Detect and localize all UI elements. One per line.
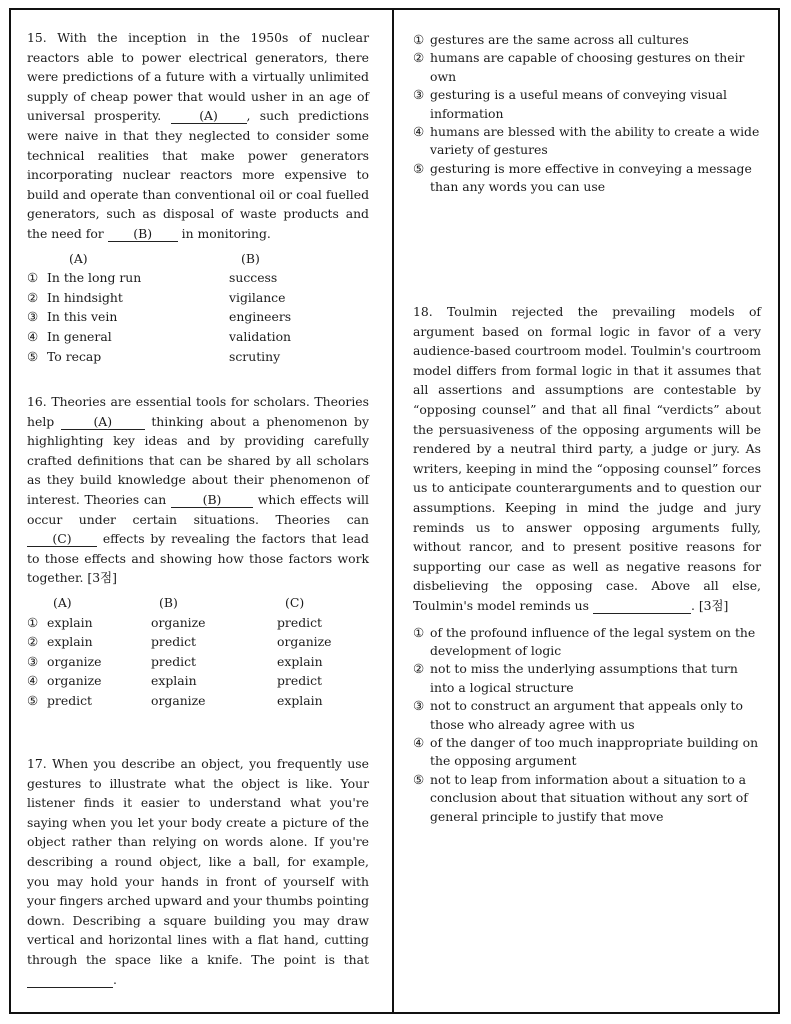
choice-text: not to leap from information about a situation to a conclusion about that situation without any sort of general principle to justify that move	[430, 771, 748, 824]
q15-blank-b-label: (B)	[133, 225, 153, 241]
option-c: predict	[277, 614, 323, 630]
choice-number: ②	[413, 50, 425, 66]
option-b: success	[229, 270, 278, 286]
option-number: ⑤	[27, 348, 39, 364]
option-number: ③	[27, 309, 39, 325]
q15-option-5[interactable]	[27, 349, 291, 369]
q17-stem	[27, 754, 369, 989]
option-a: In the long run	[47, 270, 142, 286]
option-b: engineers	[229, 309, 292, 325]
choice-number: ①	[413, 624, 425, 640]
option-b: vigilance	[229, 289, 286, 305]
choice-number: ⑤	[413, 771, 425, 787]
choice-number: ③	[413, 698, 425, 714]
question-18	[413, 302, 761, 826]
q17-blank	[27, 973, 113, 988]
choice-text: not to miss the underlying assumptions that turn into a logical structure	[430, 661, 738, 695]
q16-blank-b	[171, 493, 253, 508]
q15-text-2: , such predictions were naive in that they neglected to consider some technical realities that make power generators incorporating nuclear reactors more expensive to build and operate than conventional oil or coal fuelled generators, such as disposal of waste products and the need for	[27, 108, 369, 241]
q18-text: 18. Toulmin rejected the prevailing models of argument based on formal logic in favor of a very audience-based courtroom model. Toulmin's courtroom model differs from formal logic in that it assumes that all assertions and assumptions are contestable by “opposing counsel” and that all final “verdicts” about the persuasiveness of the opposing arguments will be rendered by a neutral third party, a judge or jury. As writers, keeping in mind the “opposing counsel” forces us to anticipate counterarguments and to question our assumptions. Keeping in mind the judge and jury reminds us to answer opposing arguments fully, without rancor, and to present positive reasons for supporting our case as well as negative reasons for disbelieving the opposing case. Above all else, Toulmin's model reminds us	[413, 304, 762, 613]
option-b: scrutiny	[229, 348, 281, 364]
option-a: organize	[47, 673, 102, 689]
option-b: organize	[151, 692, 206, 708]
q15-header-b: (B)	[241, 250, 260, 266]
q15-blank-a	[171, 109, 247, 124]
q16-text-3: which effects will occur under certain situations. Theories can	[27, 491, 369, 527]
q18-blank	[593, 599, 691, 614]
option-a: In this vein	[47, 309, 118, 325]
option-b: predict	[151, 634, 197, 650]
q16-option-1[interactable]	[27, 615, 332, 635]
option-a: In general	[47, 328, 112, 344]
q15-options-table	[27, 251, 291, 369]
q16-blank-c-label: (C)	[52, 531, 72, 547]
q18-choice-2[interactable]	[413, 660, 761, 697]
choice-text: gestures are the same across all cultures	[430, 32, 689, 47]
option-b: validation	[229, 328, 292, 344]
q16-options-table	[27, 595, 332, 713]
choice-number: ④	[413, 124, 425, 140]
choice-number: ⑤	[413, 160, 425, 176]
q18-choice-4[interactable]	[413, 734, 761, 771]
option-a: To recap	[47, 348, 102, 364]
q18-choice-3[interactable]	[413, 697, 761, 734]
q15-text-3: in monitoring.	[181, 225, 271, 241]
q16-header-b: (B)	[159, 594, 178, 610]
option-b: explain	[151, 673, 197, 689]
q15-option-3[interactable]	[27, 309, 291, 329]
question-16	[27, 392, 369, 713]
q16-text-1: 16. Theories are essential tools for scholars. Theories help	[27, 394, 369, 429]
q16-stem	[27, 392, 369, 588]
q15-option-2[interactable]	[27, 290, 291, 310]
option-c: explain	[277, 692, 323, 708]
option-c: predict	[277, 673, 323, 689]
choice-text: gesturing is more effective in conveying a message than any words you can use	[430, 160, 752, 195]
option-a: organize	[47, 653, 102, 669]
q15-blank-a-label: (A)	[199, 108, 218, 124]
choice-text: humans are blessed with the ability to create a wide variety of gestures	[430, 124, 760, 158]
q15-stem	[27, 28, 369, 244]
q16-option-2[interactable]	[27, 634, 332, 654]
choice-text: not to construct an argument that appeals only to those who already agree with us	[430, 698, 743, 732]
q16-option-4[interactable]	[27, 673, 332, 693]
option-b: predict	[151, 653, 197, 669]
q18-stem	[413, 302, 761, 616]
option-number: ④	[27, 328, 39, 344]
q18-choice-1[interactable]	[413, 624, 761, 661]
question-15	[27, 28, 369, 368]
option-number: ⑤	[27, 692, 39, 708]
option-c: explain	[277, 653, 323, 669]
q16-blank-c	[27, 532, 97, 547]
option-b: organize	[151, 614, 206, 630]
q17-choice-4[interactable]	[413, 123, 761, 160]
q15-header-a: (A)	[69, 250, 88, 266]
choice-number: ②	[413, 661, 425, 677]
q17-choice-5[interactable]	[413, 160, 761, 197]
option-number: ②	[27, 634, 39, 650]
q17-choice-2[interactable]	[413, 49, 761, 86]
q15-header-row	[27, 251, 291, 271]
q17-choice-3[interactable]	[413, 86, 761, 123]
q15-text-1: 15. With the inception in the 1950s of nuclear reactors able to power electrical generators, there were predictions of a future with a virtually unlimited supply of cheap power that would usher in an age of universal prosperity.	[27, 30, 369, 124]
q16-header-c: (C)	[285, 594, 305, 610]
q16-text-4: effects by revealing the factors that lead to those effects and showing how those factors work together. [3점]	[27, 531, 369, 586]
q18-choice-5[interactable]	[413, 771, 761, 826]
q17-choices	[413, 31, 761, 197]
q16-option-5[interactable]	[27, 693, 332, 713]
q16-blank-a-label: (A)	[93, 413, 113, 429]
q16-blank-a	[61, 415, 145, 430]
q18-choices	[413, 624, 761, 826]
q15-option-1[interactable]	[27, 270, 291, 290]
option-c: organize	[277, 634, 332, 650]
option-a: explain	[47, 634, 93, 650]
choice-text: humans are capable of choosing gestures on their own	[430, 50, 745, 84]
q17-text-end: .	[113, 971, 117, 987]
q15-option-4[interactable]	[27, 329, 291, 349]
option-number: ②	[27, 289, 39, 305]
q16-header-a: (A)	[53, 594, 72, 610]
option-number: ③	[27, 653, 39, 669]
choice-number: ④	[413, 734, 425, 750]
option-number: ①	[27, 270, 39, 286]
q16-text-2: thinking about a phenomenon by highlighting key ideas and by providing carefully crafted definitions that can be shared by all scholars as they build knowledge about their phenomenon of interest. Theories can	[27, 413, 369, 507]
option-a: In hindsight	[47, 289, 123, 305]
option-number: ①	[27, 614, 39, 630]
q16-blank-b-label: (B)	[202, 491, 222, 507]
q18-text-end: . [3점]	[690, 597, 729, 613]
option-a: explain	[47, 614, 93, 630]
q16-header-row	[27, 595, 332, 615]
choice-text: of the profound influence of the legal system on the development of logic	[430, 624, 756, 658]
choice-number: ①	[413, 32, 425, 47]
option-number: ④	[27, 673, 39, 689]
q16-option-3[interactable]	[27, 654, 332, 674]
column-divider	[392, 8, 394, 1014]
option-a: predict	[47, 692, 93, 708]
choice-text: of the danger of too much inappropriate building on the opposing argument	[430, 734, 759, 769]
q15-blank-b	[108, 227, 178, 242]
choice-text: gesturing is a useful means of conveying visual information	[430, 87, 727, 121]
question-17	[27, 754, 369, 989]
q17-text: 17. When you describe an object, you frequently use gestures to illustrate what the object is like. Your listener finds it easier to understand what you're saying when you let your body create a picture of the object rather than relying on words alone. If you're describing a round object, like a ball, for example, you may hold your hands in front of yourself with your fingers arched upward and your thumbs pointing down. Describing a square building you may draw vertical and horizontal lines with a flat hand, cutting through the space like a knife. The point is that	[27, 756, 369, 967]
choice-number: ③	[413, 87, 425, 103]
q17-choice-1[interactable]	[413, 31, 761, 49]
